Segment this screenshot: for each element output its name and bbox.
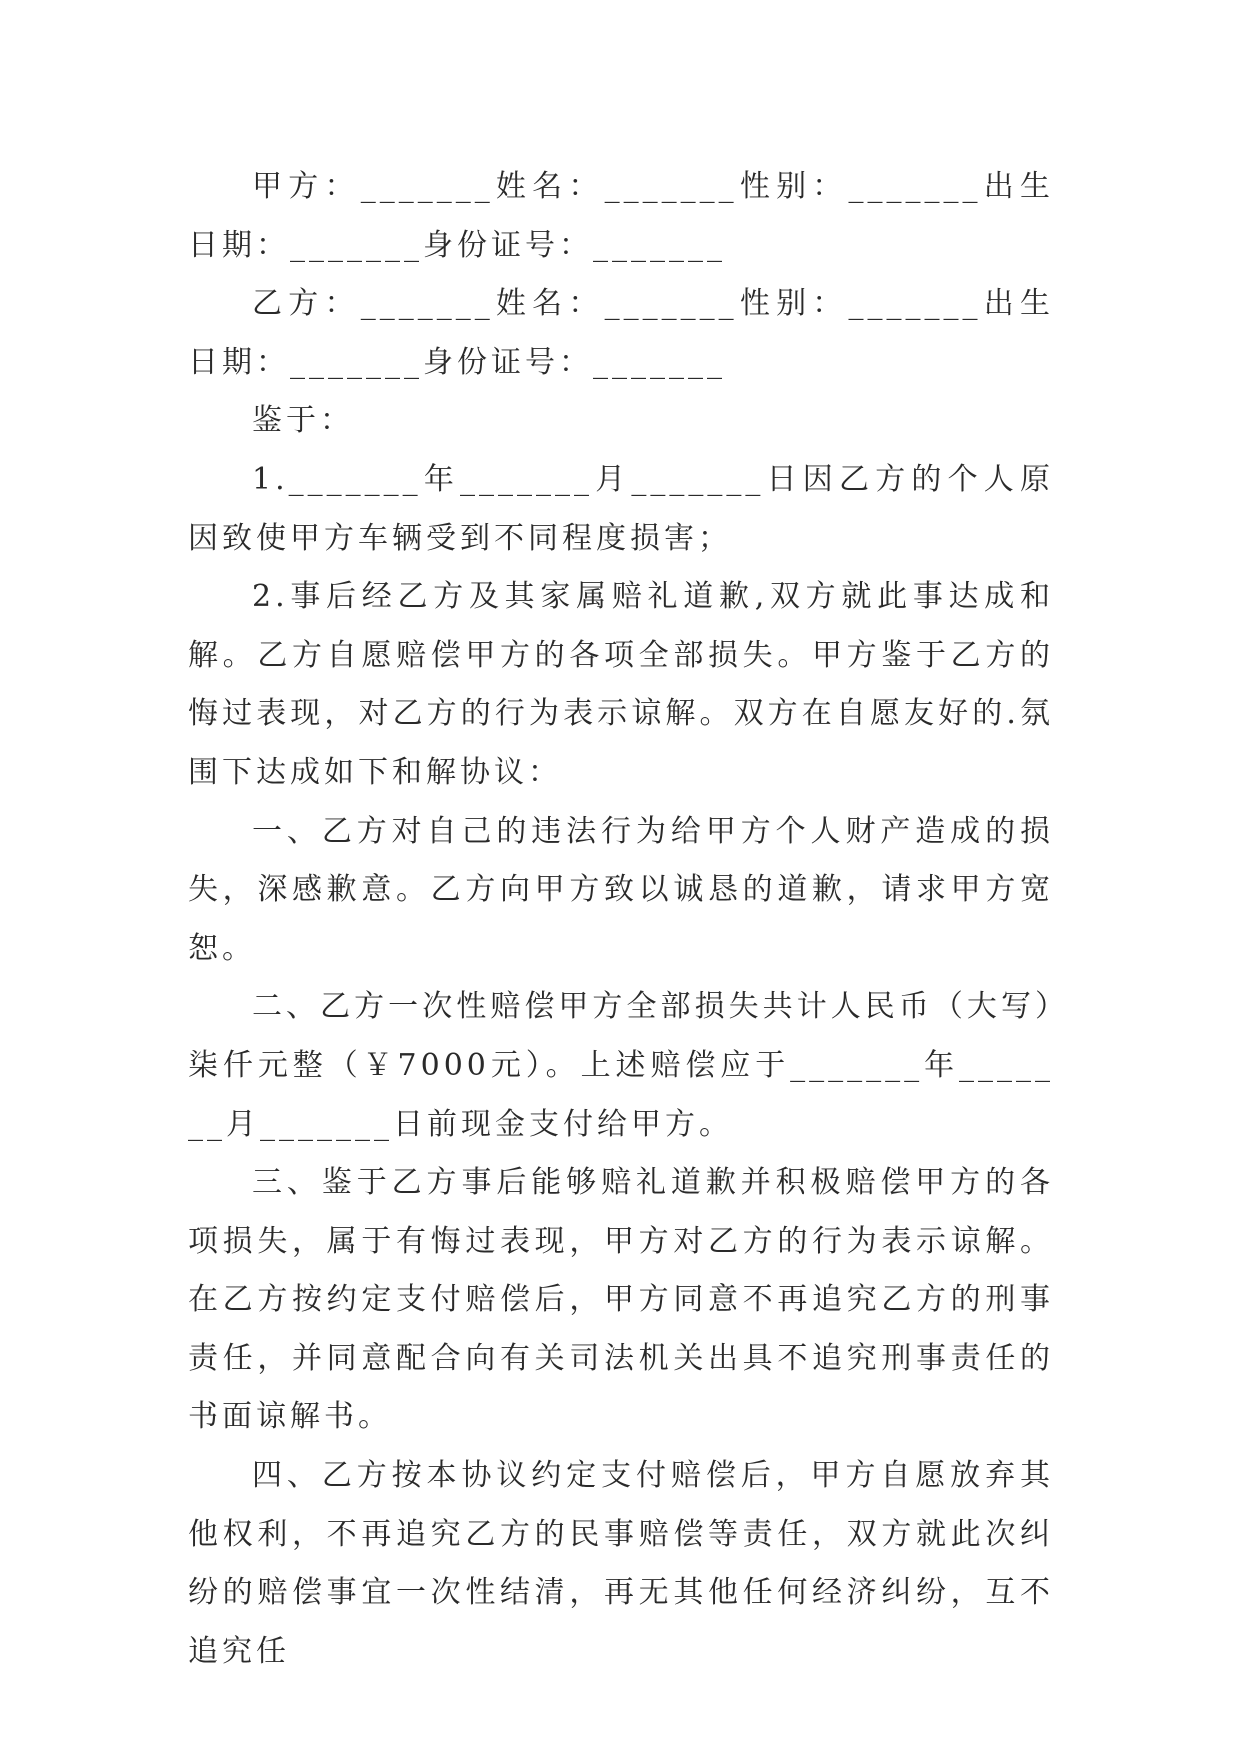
whereas-item-2: 2.事后经乙方及其家属赔礼道歉,双方就此事达成和解。乙方自愿赔偿甲方的各项全部损失。甲方鉴于乙方的悔过表现，对乙方的行为表示谅解。双方在自愿友好的.氛围下达成如下和解协议：	[188, 579, 1054, 790]
clause-3: 三、鉴于乙方事后能够赔礼道歉并积极赔偿甲方的各项损失，属于有悔过表现，甲方对乙方的行为表示谅解。在乙方按约定支付赔偿后，甲方同意不再追究乙方的刑事责任，并同意配合向有关司法机关出具不追究刑事责任的书面谅解书。	[188, 1165, 1054, 1435]
clause-4: 四、乙方按本协议约定支付赔偿后，甲方自愿放弃其他权利，不再追究乙方的民事赔偿等责任，双方就此次纠纷的赔偿事宜一次性结清，再无其他任何经济纠纷，互不追究任	[188, 1458, 1054, 1669]
clause-1: 一、乙方对自己的违法行为给甲方个人财产造成的损失，深感歉意。乙方向甲方致以诚恳的道歉，请求甲方宽恕。	[188, 813, 1054, 966]
party-b-info: 乙方：_______姓名：_______性别：_______出生日期：_______身份证号：_______	[188, 286, 1054, 380]
clause-2: 二、乙方一次性赔偿甲方全部损失共计人民币（大写）柒仟元整（￥7000元）。上述赔偿应于_______年_______月_______日前现金支付给甲方。	[188, 989, 1054, 1142]
document-page	[188, 158, 1054, 1681]
whereas-heading: 鉴于：	[252, 403, 354, 439]
whereas-item-1: 1._______年_______月_______日因乙方的个人原因致使甲方车辆受到不同程度损害；	[188, 461, 1054, 556]
party-a-info: 甲方：_______姓名：_______性别：_______出生日期：_______身份证号：_______	[188, 169, 1054, 263]
